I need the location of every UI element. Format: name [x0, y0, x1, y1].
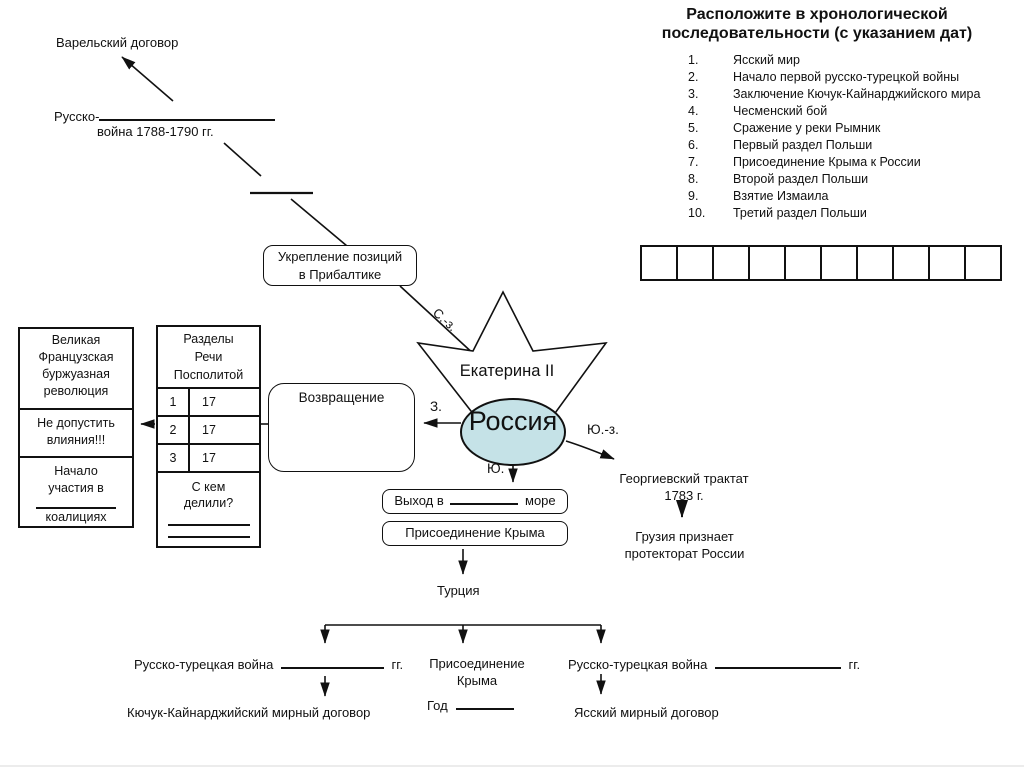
answer-cell [748, 245, 786, 281]
chronology-item-label: Чесменский бой [733, 104, 828, 118]
war-name-blank-line [54, 108, 275, 124]
direction-w-label: З. [430, 399, 442, 414]
direction-nw-label: С.-з. [429, 305, 460, 335]
answer-cell [676, 245, 714, 281]
chronology-item-label: Первый раздел Польши [733, 138, 873, 152]
chronology-list-item [688, 171, 980, 188]
answer-cell [928, 245, 966, 281]
french-revolution-box [18, 327, 134, 528]
sea-access-suffix: море [525, 493, 556, 508]
war1-blank [281, 656, 384, 669]
chronology-item-label: Сражение у реки Рымник [733, 121, 881, 135]
revolution-line4: революция [43, 384, 109, 398]
yassy-treaty-label: Ясский мирный договор [574, 705, 719, 720]
year-label: Год [427, 698, 448, 714]
diagonal-line-2 [291, 199, 347, 246]
georgia-result-line1: Грузия признает [635, 529, 734, 544]
partitions-header-line3: Посполитой [173, 368, 244, 382]
empress-label: Екатерина II [459, 362, 555, 380]
partitions-rows [158, 389, 259, 473]
partition-number: 3 [158, 445, 190, 471]
answer-cell [712, 245, 750, 281]
revolution-section [20, 329, 132, 408]
baltic-line1: Укрепление позиций [277, 249, 403, 264]
coalition-line1: Начало [54, 464, 98, 478]
partition-row [158, 417, 259, 445]
georgia-result-label [597, 528, 772, 562]
war1-suffix: гг. [391, 657, 404, 673]
direction-s-label: Ю. [487, 461, 505, 476]
chronology-list-item [688, 86, 980, 103]
partitions-question [158, 473, 259, 538]
arrow-southwest [566, 441, 614, 459]
chronology-item-number: 3. [688, 87, 699, 101]
return-box [268, 383, 415, 472]
baltic-position-box [263, 245, 417, 286]
answer-cells-row [640, 245, 1002, 281]
partition-year-value: 17 [202, 451, 216, 465]
chronology-item-number: 7. [688, 155, 699, 169]
answer-cell [964, 245, 1002, 281]
no-influence-section [20, 408, 132, 456]
chronology-list-item [688, 52, 980, 69]
georgia-treaty-line2: 1783 г. [664, 488, 704, 503]
partitions-header-line2: Речи [194, 350, 223, 364]
chronology-item-label: Ясский мир [733, 53, 800, 67]
coalition-section [20, 456, 132, 526]
georgia-treaty-line1: Георгиевский трактат [619, 471, 749, 486]
partition-row [158, 445, 259, 473]
task-title-line1: Расположите в хронологической [686, 6, 948, 23]
partitions-blank2 [168, 536, 250, 538]
chronology-item-label: Третий раздел Польши [733, 206, 867, 220]
answer-cell [820, 245, 858, 281]
year-blank [456, 697, 514, 710]
chronology-item-number: 9. [688, 189, 699, 203]
varela-treaty-label: Варельский договор [56, 35, 179, 50]
chronology-item-label: Начало первой русско-турецкой войны [733, 70, 960, 84]
partition-year-value: 17 [202, 395, 216, 409]
partitions-blank1 [168, 524, 250, 526]
partitions-header-line1: Разделы [183, 332, 234, 346]
turkey-label: Турция [437, 583, 480, 598]
no-influence-line1: Не допустить [37, 416, 115, 430]
chronology-item-number: 10. [688, 206, 706, 220]
crimea-annexation-label: Присоединение Крыма [405, 525, 545, 540]
russia-label: Россия [468, 406, 558, 436]
baltic-line2: в Прибалтике [298, 267, 382, 282]
georgia-result-line2: протекторат России [624, 546, 745, 561]
chronology-list [688, 52, 980, 222]
no-influence-line2: влияния!!! [46, 433, 106, 447]
coalition-gap [20, 497, 132, 507]
war2-blank [715, 656, 841, 669]
coalition-line3: коалициях [45, 510, 107, 524]
revolution-line2: Французская [38, 350, 114, 364]
chronology-item-label: Заключение Кючук-Кайнарджийского мира [733, 87, 981, 101]
year-blank-line [427, 697, 514, 713]
task-title-line2: последовательности (с указанием дат) [661, 25, 973, 42]
chronology-list-item [688, 69, 980, 86]
chronology-item-label: Взятие Измаила [733, 189, 829, 203]
chronology-list-item [688, 188, 980, 205]
coalition-line2: участия в [48, 481, 104, 495]
answer-cell [640, 245, 678, 281]
chronology-item-label: Второй раздел Польши [733, 172, 869, 186]
partition-number: 2 [158, 417, 190, 443]
arrow-to-varela-treaty [122, 57, 173, 101]
chronology-item-number: 2. [688, 70, 699, 84]
war1-blank-line [134, 656, 403, 672]
war2-suffix: гг. [848, 657, 861, 673]
answer-cell [892, 245, 930, 281]
georgia-treaty-label [600, 470, 768, 504]
chronology-item-number: 6. [688, 138, 699, 152]
war1-text: Русско-турецкая война [134, 657, 274, 673]
crimea-branch-line1: Присоединение [429, 656, 525, 671]
chronology-item-number: 5. [688, 121, 699, 135]
diagonal-line-1 [224, 143, 261, 176]
partition-row [158, 389, 259, 417]
chronology-item-number: 4. [688, 104, 699, 118]
answer-cell [856, 245, 894, 281]
crimea-branch-line2: Крыма [456, 673, 498, 688]
answer-cell [784, 245, 822, 281]
poland-partitions-table [156, 325, 261, 548]
war-name-blank [99, 108, 275, 121]
kuchuk-treaty-label: Кючук-Кайнарджийский мирный договор [127, 705, 371, 720]
partition-year-value: 17 [202, 423, 216, 437]
chronology-item-number: 8. [688, 172, 699, 186]
return-box-label: Возвращение [298, 390, 385, 405]
sea-access-blank [450, 492, 518, 505]
war-years-label: война 1788-1790 гг. [97, 124, 214, 139]
chronology-list-item [688, 137, 980, 154]
war2-text: Русско-турецкая война [568, 657, 708, 673]
war2-blank-line [568, 656, 860, 672]
chronology-list-item [688, 154, 980, 171]
crimea-branch-label [421, 655, 533, 689]
chronology-list-item [688, 120, 980, 137]
revolution-line1: Великая [51, 333, 101, 347]
sea-access-box [382, 489, 568, 514]
task-title [618, 5, 1016, 43]
chronology-list-item [688, 205, 980, 222]
chronology-item-number: 1. [688, 53, 699, 67]
war-prefix: Русско- [54, 109, 100, 125]
revolution-line3: буржуазная [42, 367, 110, 381]
direction-sw-label: Ю.-з. [587, 422, 619, 437]
sea-access-prefix: Выход в [394, 493, 444, 508]
partition-number: 1 [158, 389, 190, 415]
partitions-header [158, 327, 259, 389]
chronology-item-label: Присоединение Крыма к России [733, 155, 921, 169]
partitions-question-line1: С кем [191, 480, 226, 494]
crimea-annexation-box [382, 521, 568, 546]
partitions-question-line2: делили? [183, 496, 234, 510]
chronology-list-item [688, 103, 980, 120]
